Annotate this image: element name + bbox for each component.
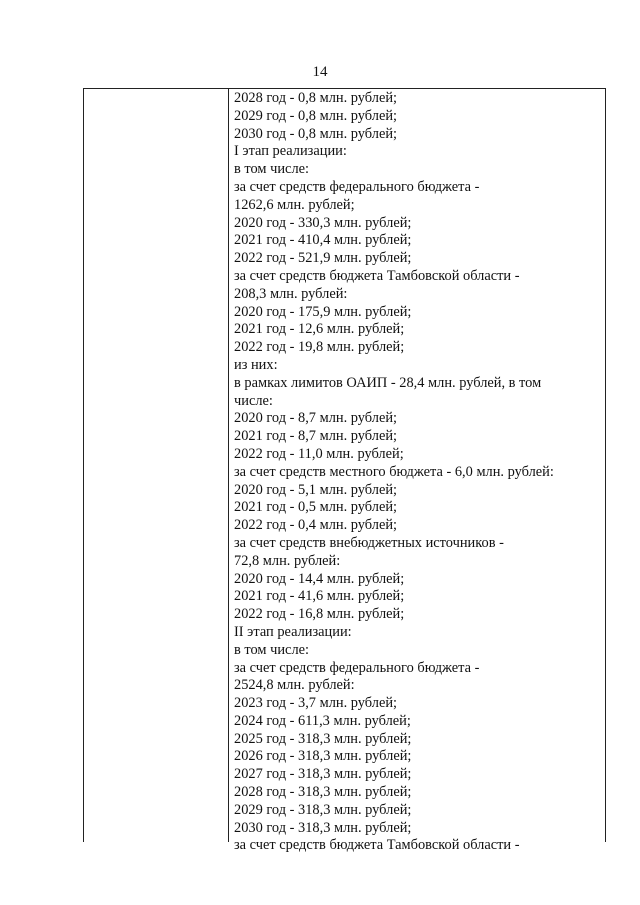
- table-left-column: [84, 89, 229, 842]
- text-line: 2029 год - 318,3 млн. рублей;: [234, 801, 412, 818]
- text-line: числе:: [234, 392, 273, 409]
- table-right-column: [234, 90, 603, 855]
- text-line: из них:: [234, 356, 278, 373]
- text-line: 2027 год - 318,3 млн. рублей;: [234, 766, 412, 783]
- text-line: 2020 год - 14,4 млн. рублей;: [234, 570, 405, 587]
- text-line: 208,3 млн. рублей:: [234, 285, 348, 302]
- text-line: 2021 год - 41,6 млн. рублей;: [234, 588, 405, 605]
- text-line: 72,8 млн. рублей:: [234, 552, 341, 569]
- text-line: 2020 год - 175,9 млн. рублей;: [234, 303, 412, 320]
- text-line: 2021 год - 12,6 млн. рублей;: [234, 321, 405, 338]
- text-line: за счет средств внебюджетных источников -: [234, 534, 504, 551]
- text-line: 2020 год - 8,7 млн. рублей;: [234, 410, 398, 427]
- text-line: 2028 год - 0,8 млн. рублей;: [234, 90, 398, 106]
- text-line: 2030 год - 318,3 млн. рублей;: [234, 819, 412, 836]
- text-line: 2020 год - 5,1 млн. рублей;: [234, 481, 398, 498]
- text-line: в рамках лимитов ОАИП - 28,4 млн. рублей, в том: [234, 374, 542, 391]
- text-line: за счет средств местного бюджета - 6,0 млн. рублей:: [234, 463, 554, 480]
- text-line: I этап реализации:: [234, 143, 347, 160]
- text-line: 2020 год - 330,3 млн. рублей;: [234, 214, 412, 231]
- text-line: II этап реализации:: [234, 623, 352, 640]
- text-line: 2022 год - 19,8 млн. рублей;: [234, 339, 405, 356]
- text-line: за счет средств бюджета Тамбовской области -: [234, 837, 520, 854]
- text-line: 2021 год - 0,5 млн. рублей;: [234, 499, 398, 516]
- text-line: 2022 год - 521,9 млн. рублей;: [234, 250, 412, 267]
- text-line: 2030 год - 0,8 млн. рублей;: [234, 125, 398, 142]
- page-number: 14: [312, 64, 328, 80]
- text-line: 2021 год - 410,4 млн. рублей;: [234, 232, 412, 249]
- text-line: в том числе:: [234, 161, 310, 178]
- text-line: за счет средств федерального бюджета -: [234, 659, 480, 676]
- text-line: 2024 год - 611,3 млн. рублей;: [234, 712, 411, 729]
- text-line: 2022 год - 11,0 млн. рублей;: [234, 445, 404, 462]
- text-line: 1262,6 млн. рублей;: [234, 196, 355, 213]
- text-line: 2025 год - 318,3 млн. рублей;: [234, 730, 412, 747]
- text-line: в том числе:: [234, 641, 310, 658]
- text-line: за счет средств бюджета Тамбовской области -: [234, 267, 520, 284]
- text-line: 2023 год - 3,7 млн. рублей;: [234, 695, 398, 712]
- text-line: 2022 год - 0,4 млн. рублей;: [234, 517, 398, 534]
- text-line: 2021 год - 8,7 млн. рублей;: [234, 428, 398, 445]
- text-line: 2524,8 млн. рублей:: [234, 677, 355, 694]
- text-line: 2028 год - 318,3 млн. рублей;: [234, 784, 412, 801]
- text-line: за счет средств федерального бюджета -: [234, 178, 480, 195]
- text-line: 2026 год - 318,3 млн. рублей;: [234, 748, 412, 765]
- document-table: [83, 88, 606, 854]
- text-line: 2029 год - 0,8 млн. рублей;: [234, 107, 398, 124]
- text-line: 2022 год - 16,8 млн. рублей;: [234, 606, 405, 623]
